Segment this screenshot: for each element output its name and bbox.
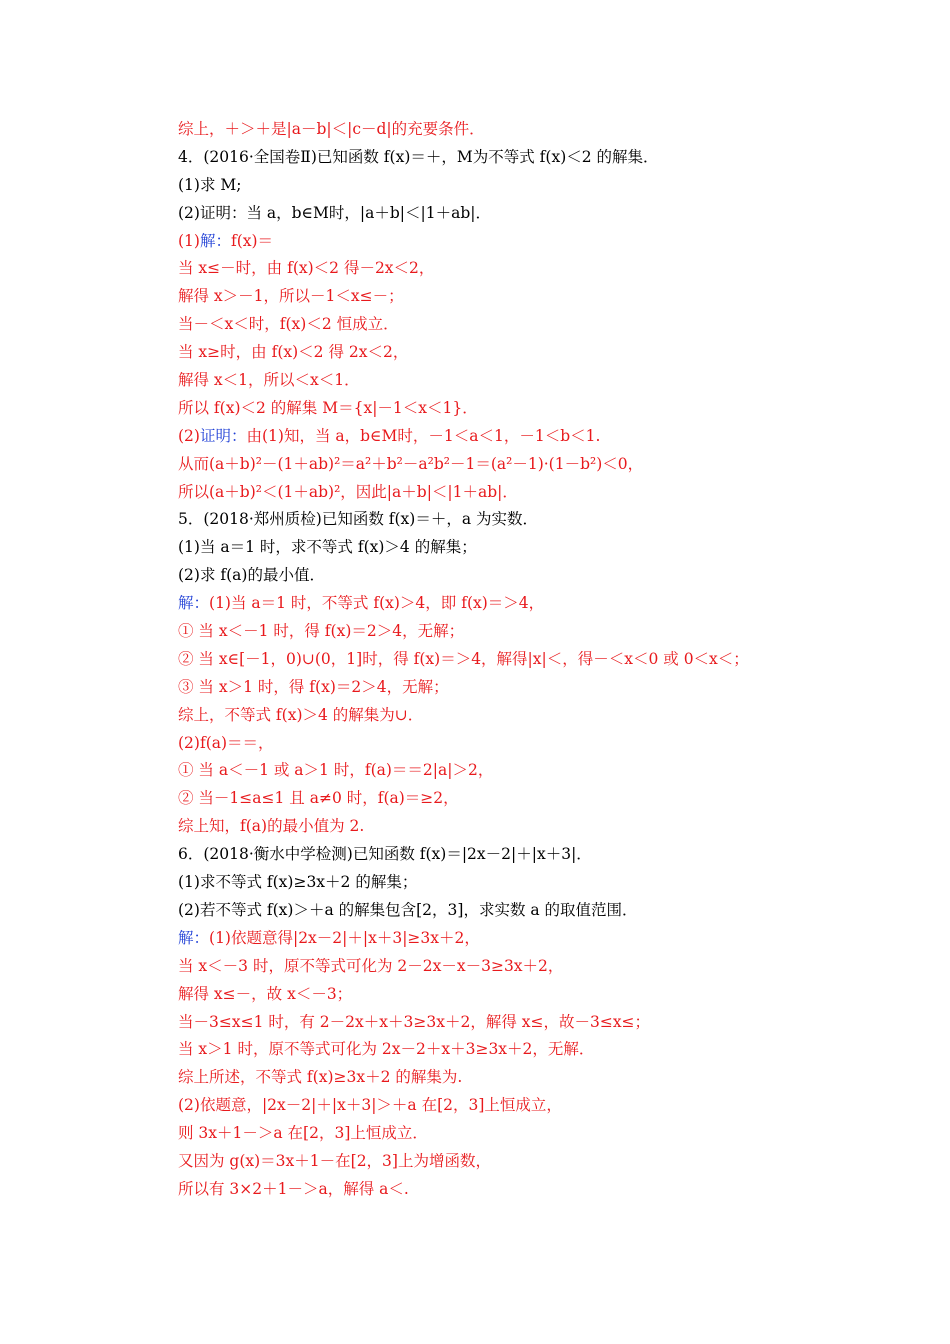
answer-line	[178, 981, 798, 1009]
line-text: (2)f(a)＝＝，	[178, 733, 274, 752]
line-text: 5．(2018·郑州质检)已知函数 f(x)＝＋，a 为实数．	[178, 510, 538, 529]
question-line	[178, 144, 798, 172]
question-line	[178, 841, 798, 869]
answer-line	[178, 311, 798, 339]
answer-line	[178, 116, 798, 144]
question-line	[178, 897, 798, 925]
answer-line	[178, 1036, 798, 1064]
line-text: (1)求不等式 f(x)≥3x＋2 的解集；	[178, 873, 418, 892]
line-text: (2)求 f(a)的最小值．	[178, 566, 325, 585]
answer-line	[178, 1176, 798, 1204]
line-text: 综上，不等式 f(x)＞4 的解集为∪．	[178, 705, 424, 724]
answer-line	[178, 925, 798, 953]
answer-line	[178, 730, 798, 758]
answer-line	[178, 1148, 798, 1176]
answer-line	[178, 228, 798, 256]
question-line	[178, 562, 798, 590]
answer-line	[178, 590, 798, 618]
line-text: (2)证明：当 a，b∈M时，|a＋b|＜|1＋ab|．	[178, 203, 491, 222]
answer-line	[178, 618, 798, 646]
line-text: ③ 当 x＞1 时，得 f(x)＝2＞4，无解；	[178, 677, 449, 696]
question-line	[178, 172, 798, 200]
answer-line	[178, 451, 798, 479]
answer-line	[178, 339, 798, 367]
question-line	[178, 534, 798, 562]
line-text: 当 x＞1 时，原不等式可化为 2x－2＋x＋3≥3x＋2，无解．	[178, 1040, 595, 1059]
line-text: 4．(2016·全国卷Ⅱ)已知函数 f(x)＝＋，M为不等式 f(x)＜2 的解集．	[178, 147, 659, 166]
answer-line	[178, 479, 798, 507]
line-text: (1)	[178, 231, 200, 250]
answer-line	[178, 423, 798, 451]
line-text: 则 3x＋1－＞a 在[2，3]上恒成立．	[178, 1124, 428, 1143]
line-text: 解得 x≤－，故 x＜－3；	[178, 984, 353, 1003]
document-page	[178, 116, 798, 1204]
solution-label: 解：	[178, 928, 210, 947]
line-text: 又因为 g(x)＝3x＋1－在[2，3]上为增函数，	[178, 1151, 491, 1170]
answer-line	[178, 283, 798, 311]
line-text: (1)当 a＝1 时，不等式 f(x)＞4，即 f(x)＝＞4，	[209, 594, 545, 613]
answer-line	[178, 702, 798, 730]
answer-line	[178, 1120, 798, 1148]
line-text: (1)求 M;	[178, 175, 242, 194]
answer-line	[178, 674, 798, 702]
solution-label: 解：	[178, 594, 210, 613]
line-text: 所以 f(x)＜2 的解集 M＝{x|－1＜x＜1}．	[178, 398, 478, 417]
answer-line	[178, 1064, 798, 1092]
answer-line	[178, 953, 798, 981]
question-line	[178, 200, 798, 228]
line-text: (2)若不等式 f(x)＞＋a 的解集包含[2，3]，求实数 a 的取值范围．	[178, 900, 638, 919]
line-text: ② 当－1≤a≤1 且 a≠0 时，f(a)＝≥2，	[178, 789, 459, 808]
line-text: 当－＜x＜时，f(x)＜2 恒成立．	[178, 315, 399, 334]
line-text: 当 x≥时，由 f(x)＜2 得 2x＜2，	[178, 343, 409, 362]
line-text: (2)	[178, 426, 200, 445]
line-text: 从而(a＋b)²－(1＋ab)²＝a²＋b²－a²b²－1＝(a²－1)·(1－b²)＜0，	[178, 454, 644, 473]
line-text: 6．(2018·衡水中学检测)已知函数 f(x)＝|2x－2|＋|x＋3|．	[178, 845, 592, 864]
line-text: ② 当 x∈[－1，0)∪(0，1]时，得 f(x)＝＞4，解得|x|＜，得－＜x＜0 或 0＜x＜；	[178, 649, 749, 668]
answer-line	[178, 367, 798, 395]
line-text: 综上知，f(a)的最小值为 2.	[178, 817, 365, 836]
answer-line	[178, 395, 798, 423]
line-text: (1)当 a＝1 时，求不等式 f(x)＞4 的解集；	[178, 538, 477, 557]
question-line	[178, 869, 798, 897]
answer-line	[178, 1009, 798, 1037]
line-text: (1)依题意得|2x－2|＋|x＋3|≥3x＋2，	[209, 928, 480, 947]
line-text: 综上，＋＞＋是|a－b|＜|c－d|的充要条件．	[178, 120, 485, 138]
solution-label: 解：	[199, 231, 231, 250]
answer-line	[178, 1092, 798, 1120]
answer-line	[178, 255, 798, 283]
answer-line	[178, 785, 798, 813]
line-text: 当－3≤x≤1 时，有 2－2x＋x＋3≥3x＋2，解得 x≤，故－3≤x≤；	[178, 1012, 651, 1031]
line-text: 所以有 3×2＋1－＞a，解得 a＜.	[178, 1179, 409, 1198]
line-text: (2)依题意，|2x－2|＋|x＋3|＞＋a 在[2，3]上恒成立，	[178, 1096, 562, 1115]
line-text: 当 x≤－时，由 f(x)＜2 得－2x＜2，	[178, 259, 435, 278]
line-text: ① 当 a＜－1 或 a＞1 时，f(a)＝＝2|a|＞2，	[178, 761, 494, 780]
line-text: f(x)＝	[230, 231, 274, 250]
question-line	[178, 506, 798, 534]
solution-label: 证明：	[199, 426, 247, 445]
answer-line	[178, 757, 798, 785]
answer-line	[178, 646, 798, 674]
line-text: 由(1)知，当 a，b∈M时，－1＜a＜1，－1＜b＜1.	[246, 426, 601, 445]
line-text: 解得 x＞－1，所以－1＜x≤－；	[178, 287, 404, 306]
answer-line	[178, 813, 798, 841]
line-text: 综上所述，不等式 f(x)≥3x＋2 的解集为.	[178, 1068, 463, 1087]
line-text: ① 当 x＜－1 时，得 f(x)＝2＞4，无解；	[178, 622, 465, 641]
line-text: 解得 x＜1，所以＜x＜1．	[178, 371, 360, 390]
line-text: 所以(a＋b)²＜(1＋ab)²，因此|a＋b|＜|1＋ab|．	[178, 482, 518, 501]
line-text: 当 x＜－3 时，原不等式可化为 2－2x－x－3≥3x＋2，	[178, 956, 564, 975]
